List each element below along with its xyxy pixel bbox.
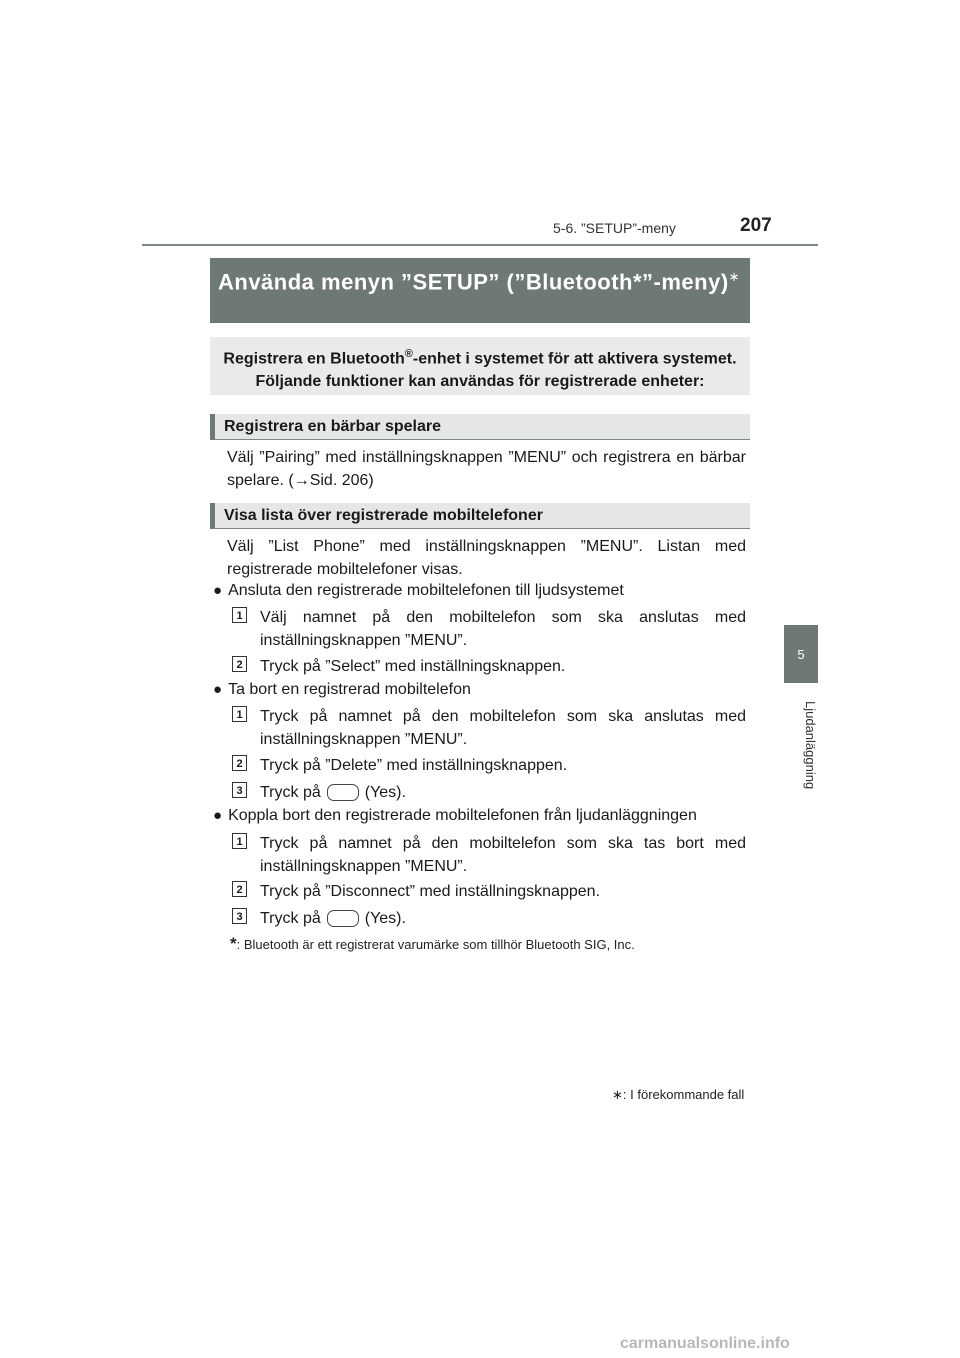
step-item: [232, 655, 746, 678]
yes-button-icon: [327, 784, 359, 801]
step-number: 3: [232, 782, 247, 798]
step-number: 1: [232, 706, 247, 722]
intro-box: [210, 337, 750, 395]
note-mark: ∗: [612, 1087, 623, 1102]
step-text-post: (Yes).: [364, 784, 406, 801]
bullet-text: Koppla bort den registrerade mobiltelefonen från ljudanläggningen: [228, 807, 697, 824]
section-title-text: Använda menyn ”SETUP” (”Bluetooth*”-meny): [218, 269, 729, 295]
section-title: [210, 258, 750, 323]
bullet-dot-icon: ●: [213, 582, 223, 599]
step-number: 1: [232, 607, 247, 623]
step-item: [232, 832, 746, 878]
header-section-title: 5-6. ”SETUP”-meny: [553, 220, 676, 236]
step-text-pre: Tryck på: [260, 910, 321, 927]
step-text: Tryck på ”Select” med inställningsknappen.: [260, 658, 566, 675]
step-item: [232, 781, 746, 804]
page-number: 207: [740, 215, 772, 236]
bullet-text: Ansluta den registrerade mobiltelefonen till ljudsystemet: [228, 582, 624, 599]
step-text: Välj namnet på den mobiltelefon som ska anslutas med inställningsknappen ”MENU”.: [260, 609, 746, 649]
bullet-connect: [213, 580, 624, 602]
step-number: 2: [232, 755, 247, 771]
step-number: 2: [232, 881, 247, 897]
step-item: [232, 705, 746, 751]
bullet-disconnect: [213, 805, 697, 827]
note-text: : I förekommande fall: [622, 1087, 745, 1102]
step-text-post: (Yes).: [364, 910, 406, 927]
bullet-text: Ta bort en registrerad mobiltelefon: [228, 681, 471, 698]
step-text: Tryck på ”Delete” med inställningsknappen.: [260, 757, 568, 774]
chapter-label: Ljudanläggning: [803, 700, 818, 790]
subheading-portable-player: Registrera en bärbar spelare: [210, 414, 750, 440]
step-text: Tryck på namnet på den mobiltelefon som ska tas bort med inställningsknappen ”MENU”.: [260, 835, 746, 875]
step-text: [260, 781, 746, 804]
yes-button-icon: [327, 910, 359, 927]
paragraph-portable-player: Välj ”Pairing” med inställningsknappen ”MENU” och registrera en bärbar spelare. (→Sid. 206): [227, 449, 746, 489]
availability-note: [612, 1087, 744, 1103]
watermark: carmanualsonline.info: [620, 1335, 790, 1352]
step-item: [232, 606, 746, 652]
footnote-star: *: [230, 934, 237, 953]
step-text: Tryck på ”Disconnect” med inställningsknappen.: [260, 883, 601, 900]
subheading-phone-list: Visa lista över registrerade mobiltelefoner: [210, 503, 750, 529]
intro-text-a: Registrera en Bluetooth: [223, 350, 405, 368]
bullet-delete: [213, 679, 471, 701]
step-text-pre: Tryck på: [260, 784, 321, 801]
step-number: 1: [232, 833, 247, 849]
intro-text-b: -enhet i systemet för att aktivera systemet. Följande funktioner kan användas för registrerade enheter:: [255, 350, 737, 391]
footnote: [230, 934, 635, 954]
step-number: 2: [232, 656, 247, 672]
step-item: [232, 880, 746, 903]
step-item: [232, 907, 746, 930]
step-item: [232, 754, 746, 777]
step-number: 3: [232, 908, 247, 924]
header-divider: [142, 244, 818, 246]
title-mark: ∗: [728, 269, 741, 284]
step-text: [260, 907, 746, 930]
footnote-text: : Bluetooth är ett registrerat varumärke som tillhör Bluetooth SIG, Inc.: [236, 937, 635, 952]
step-text: Tryck på namnet på den mobiltelefon som ska anslutas med inställningsknappen ”MENU”.: [260, 708, 746, 748]
registered-mark: ®: [404, 348, 413, 360]
bullet-dot-icon: ●: [213, 681, 223, 698]
chapter-tab: 5: [784, 625, 818, 683]
paragraph-phone-list: Välj ”List Phone” med inställningsknappen ”MENU”. Listan med registrerade mobiltelefoner visas.: [227, 538, 746, 578]
bullet-dot-icon: ●: [213, 807, 223, 824]
